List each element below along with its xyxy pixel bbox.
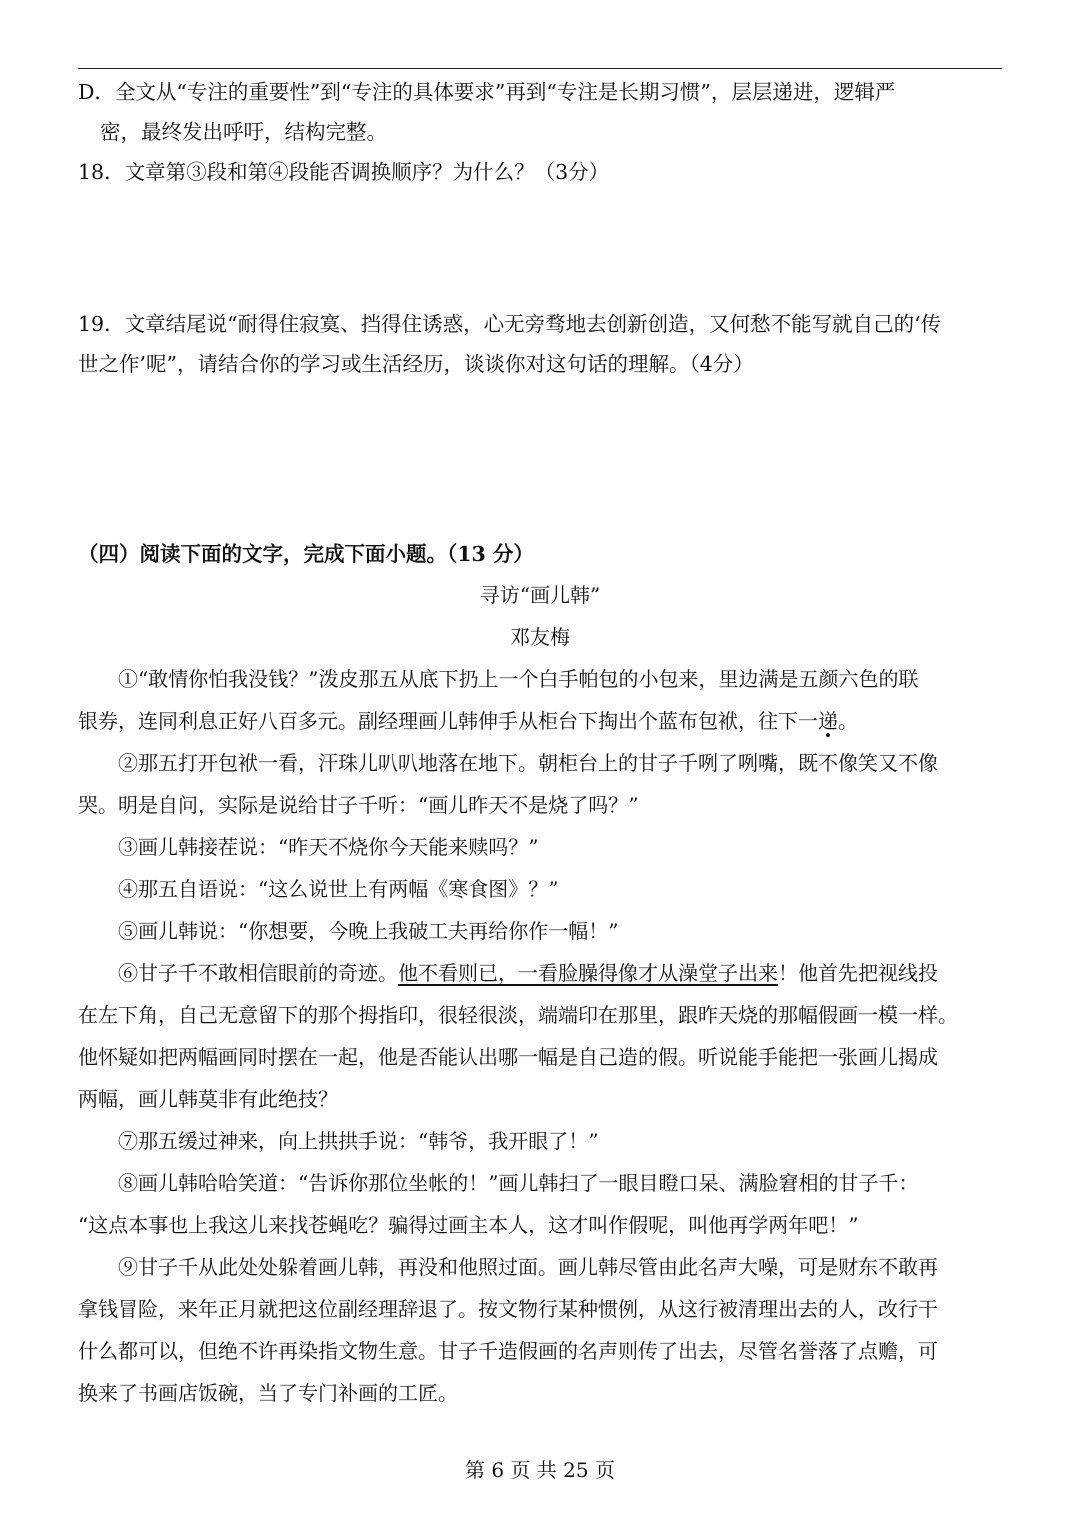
option-d-line2: 密，最终发出呼吁，结构完整。 bbox=[100, 120, 387, 144]
option-d-line1: D．全文从“专注的重要性”到“专注的具体要求”再到“专注是长期习惯”，层层递进，逻辑严 bbox=[78, 80, 896, 104]
underlined-sentence: 他不看则已，一看脸臊得像才从澡堂子出来 bbox=[398, 961, 778, 985]
paragraph-8-cont: “这点本事也上我这儿来找苍蝇吃？骗得过画主本人，这才叫作假呢，叫他再学两年吧！” bbox=[78, 1213, 859, 1237]
paragraph-6 bbox=[78, 952, 1002, 994]
q17-option-d bbox=[78, 72, 1002, 152]
paragraph-7: ⑦那五缓过神来，向上拱拱手说：“韩爷，我开眼了！” bbox=[118, 1129, 599, 1153]
story-title: 寻访“画儿韩” bbox=[479, 583, 601, 607]
answer-space-19 bbox=[78, 384, 1002, 534]
paragraph-1-cont bbox=[78, 700, 1002, 742]
paragraph-6-cont-1: 在左下角，自己无意留下的那个拇指印，很轻很淡，端端印在那里，跟昨天烧的那幅假画一模一样。 bbox=[78, 1003, 958, 1027]
question-19 bbox=[78, 304, 1002, 384]
top-rule bbox=[78, 68, 1002, 69]
q19-line1: 19．文章结尾说“耐得住寂寞、挡得住诱惑，心无旁骛地去创新创造，又何愁不能写就自己的‘传 bbox=[78, 312, 942, 336]
paragraph-9-cont-1: 拿钱冒险，来年正月就把这位副经理辞退了。按文物行某种惯例，从这行被清理出去的人，改行干 bbox=[78, 1297, 938, 1321]
paragraph-8: ⑧画儿韩哈哈笑道：“告诉你那位坐帐的！”画儿韩扫了一眼目瞪口呆、满脸窘相的甘子千： bbox=[118, 1171, 919, 1195]
paragraph-2-cont: 哭。明是自问，实际是说给甘子千听：“画儿昨天不是烧了吗？” bbox=[78, 793, 639, 817]
section-heading: （四）阅读下面的文字，完成下面小题。（13 分） bbox=[78, 542, 534, 566]
paragraph-3: ③画儿韩接茬说：“昨天不烧你今天能来赎吗？” bbox=[118, 835, 539, 859]
paragraph-6-cont-3: 两幅，画儿韩莫非有此绝技？ bbox=[78, 1087, 338, 1111]
paragraph-9-cont-3: 换来了书画店饭碗，当了专门补画的工匠。 bbox=[78, 1381, 458, 1405]
emphasis-dot-char: 递 bbox=[818, 709, 838, 733]
p1-end: 。 bbox=[838, 709, 858, 733]
p6-text: ⑥甘子千不敢相信眼前的奇迹。 bbox=[118, 961, 398, 985]
question-18: 18．文章第③段和第④段能否调换顺序？为什么？（3分） bbox=[78, 160, 610, 184]
story bbox=[78, 574, 1002, 1414]
paragraph-5: ⑤画儿韩说：“你想要，今晚上我破工夫再给你作一幅！” bbox=[118, 919, 619, 943]
paragraph-1: ①“敢情你怕我没钱？”泼皮那五从底下扔上一个白手帕包的小包来，里边满是五颜六色的联 bbox=[118, 667, 919, 691]
page-footer: 第 6 页 共 25 页 bbox=[465, 1458, 615, 1482]
paragraph-2: ②那五打开包袱一看，汗珠儿叭叭地落在地下。朝柜台上的甘子千咧了咧嘴，既不像笑又不像 bbox=[118, 751, 938, 775]
p1-text: 银券，连同利息正好八百多元。副经理画儿韩伸手从柜台下掏出个蓝布包袱，往下一 bbox=[78, 709, 818, 733]
paragraph-4: ④那五自语说：“这么说世上有两幅《寒食图》？” bbox=[118, 877, 559, 901]
p6-text-end: ！他首先把视线投 bbox=[778, 961, 938, 985]
q19-line2: 世之作’呢”，请结合你的学习或生活经历，谈谈你对这句话的理解。（4分） bbox=[78, 352, 754, 376]
paragraph-6-cont-2: 他怀疑如把两幅画同时摆在一起，他是否能认出哪一幅是自己造的假。听说能手能把一张画儿揭成 bbox=[78, 1045, 938, 1069]
paragraph-9: ⑨甘子千从此处处躲着画儿韩，再没和他照过面。画儿韩尽管由此名声大噪，可是财东不敢再 bbox=[118, 1255, 938, 1279]
paragraph-9-cont-2: 什么都可以，但绝不许再染指文物生意。甘子千造假画的名声则传了出去，尽管名誉落了点赡，可 bbox=[78, 1339, 938, 1363]
story-author: 邓友梅 bbox=[510, 625, 570, 649]
answer-space-18 bbox=[78, 192, 1002, 304]
exam-page bbox=[78, 72, 1002, 1414]
